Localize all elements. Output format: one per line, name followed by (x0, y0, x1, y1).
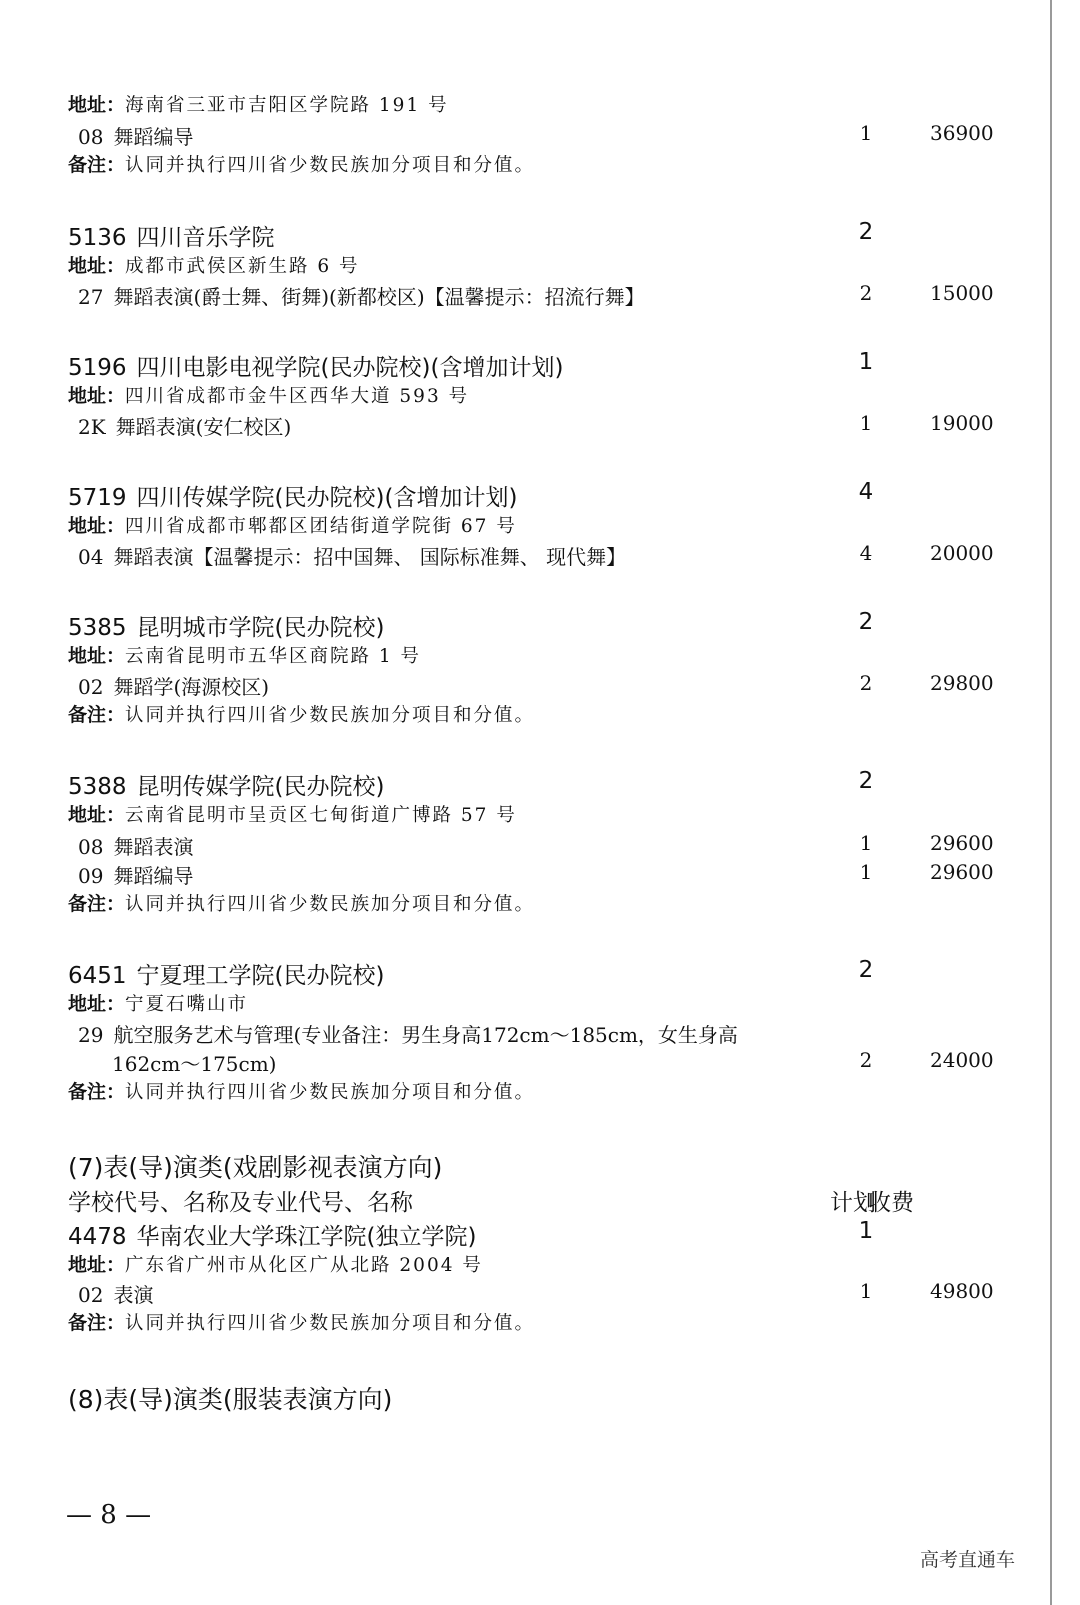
major-name: 舞蹈表演(安仁校区) (115, 415, 292, 439)
address-label: 地址： (68, 385, 126, 407)
note-text: 认同并执行四川省少数民族加分项目和分值。 (125, 1313, 536, 1334)
major-code: 2K (78, 415, 106, 439)
address-label: 地址： (68, 804, 126, 826)
note-label: 备注： (68, 1081, 126, 1103)
school-plan: 2 (858, 768, 874, 794)
address-label: 地址： (68, 645, 126, 667)
major-row (68, 541, 994, 573)
address-text: 四川省成都市郫都区团结街道学院街 67 号 (125, 516, 517, 537)
major-plan: 2 (859, 281, 873, 305)
school-plan: 2 (858, 219, 874, 245)
page-number: — 8 — (66, 1500, 152, 1530)
major-name: 舞蹈学(海源校区) (113, 675, 270, 699)
note-text: 认同并执行四川省少数民族加分项目和分值。 (125, 155, 536, 176)
note-line (68, 150, 968, 182)
school-code: 5719 (68, 485, 127, 511)
major-fee: 29800 (930, 671, 994, 695)
school-name: 华南农业大学珠江学院(独立学院) (136, 1224, 477, 1250)
major-name: 航空服务艺术与管理(专业备注：男生身高172cm～185cm，女生身高 (113, 1023, 738, 1047)
school-heading (68, 1218, 968, 1250)
address-text: 云南省昆明市呈贡区七甸街道广博路 57 号 (125, 805, 517, 826)
school-name: 四川传媒学院(民办院校)(含增加计划) (136, 485, 518, 511)
major-code: 09 (78, 864, 104, 888)
major-fee: 36900 (930, 121, 994, 145)
major-fee: 29600 (930, 860, 994, 884)
section-title: (7)表(导)演类(戏剧影视表演方向) (68, 1153, 443, 1182)
school-code: 5196 (68, 355, 127, 381)
school-name: 昆明城市学院(民办院校) (136, 615, 385, 641)
address-line (68, 800, 968, 832)
school-code: 5136 (68, 225, 127, 251)
school-name: 四川音乐学院 (136, 225, 275, 251)
major-plan: 1 (859, 1279, 873, 1303)
watermark: 高考直通车 (920, 1549, 1016, 1571)
major-row (68, 860, 994, 892)
address-label: 地址： (68, 1254, 126, 1276)
note-label: 备注： (68, 1312, 126, 1334)
major-name: 舞蹈编导 (113, 125, 194, 149)
note-line (68, 889, 968, 921)
school-heading (68, 609, 968, 641)
column-header-plan: 计划 (830, 1190, 876, 1216)
school-code: 5388 (68, 774, 127, 800)
major-row (68, 121, 994, 153)
school-heading (68, 479, 968, 511)
section-title: (8)表(导)演类(服装表演方向) (68, 1385, 393, 1414)
address-text: 海南省三亚市吉阳区学院路 191 号 (125, 95, 449, 116)
major-plan: 4 (859, 541, 873, 565)
school-heading (68, 957, 968, 989)
address-line (68, 381, 968, 413)
note-text: 认同并执行四川省少数民族加分项目和分值。 (125, 1082, 536, 1103)
address-label: 地址： (68, 94, 126, 116)
major-code: 02 (78, 675, 104, 699)
address-line (68, 251, 968, 283)
address-text: 宁夏石嘴山市 (125, 994, 249, 1015)
major-fee: 15000 (930, 281, 994, 305)
major-row-continued (68, 1048, 1012, 1080)
school-name: 四川电影电视学院(民办院校)(含增加计划) (136, 355, 564, 381)
column-header-row (68, 1184, 968, 1216)
major-name: 舞蹈表演(爵士舞、街舞)(新都校区)【温馨提示：招流行舞】 (113, 285, 645, 309)
school-code: 4478 (68, 1224, 127, 1250)
major-plan: 1 (859, 831, 873, 855)
major-name: 表演 (113, 1283, 154, 1307)
address-label: 地址： (68, 255, 126, 277)
major-row (68, 1019, 978, 1051)
address-line (68, 90, 968, 122)
major-plan: 1 (859, 121, 873, 145)
school-plan: 2 (858, 957, 874, 983)
major-plan: 2 (859, 671, 873, 695)
major-code: 27 (78, 285, 104, 309)
school-name: 昆明传媒学院(民办院校) (136, 774, 385, 800)
major-row (68, 411, 994, 443)
major-name: 舞蹈表演【温馨提示：招中国舞、 国际标准舞、 现代舞】 (113, 545, 627, 569)
major-fee: 24000 (930, 1048, 994, 1072)
address-line (68, 641, 968, 673)
note-label: 备注： (68, 893, 126, 915)
major-plan: 1 (859, 411, 873, 435)
major-code: 08 (78, 125, 104, 149)
address-line (68, 989, 968, 1021)
address-line (68, 1250, 968, 1282)
note-line (68, 1077, 968, 1109)
address-label: 地址： (68, 993, 126, 1015)
address-line (68, 511, 968, 543)
address-text: 广东省广州市从化区广从北路 2004 号 (125, 1255, 483, 1276)
note-label: 备注： (68, 704, 126, 726)
page-edge-line (1050, 0, 1052, 1605)
school-name: 宁夏理工学院(民办院校) (136, 963, 385, 989)
note-text: 认同并执行四川省少数民族加分项目和分值。 (125, 894, 536, 915)
major-fee: 29600 (930, 831, 994, 855)
major-code: 29 (78, 1023, 104, 1047)
address-label: 地址： (68, 515, 126, 537)
major-code: 02 (78, 1283, 104, 1307)
major-code: 04 (78, 545, 104, 569)
school-heading (68, 768, 968, 800)
major-fee: 20000 (930, 541, 994, 565)
school-plan: 1 (858, 1218, 874, 1244)
note-line (68, 1308, 968, 1340)
school-plan: 4 (858, 479, 874, 505)
major-name: 舞蹈表演 (113, 835, 194, 859)
major-fee: 19000 (930, 411, 994, 435)
major-name: 舞蹈编导 (113, 864, 194, 888)
column-header-fee: 收费 (868, 1190, 914, 1216)
major-row (68, 671, 994, 703)
address-text: 四川省成都市金牛区西华大道 593 号 (125, 386, 470, 407)
major-row (68, 281, 994, 313)
major-plan: 1 (859, 860, 873, 884)
major-plan: 2 (859, 1048, 873, 1072)
note-line (68, 700, 968, 732)
school-code: 6451 (68, 963, 127, 989)
address-text: 云南省昆明市五华区商院路 1 号 (125, 646, 422, 667)
major-code: 08 (78, 835, 104, 859)
school-heading (68, 349, 968, 381)
column-header-name: 学校代号、名称及专业代号、名称 (68, 1190, 413, 1216)
note-text: 认同并执行四川省少数民族加分项目和分值。 (125, 705, 536, 726)
major-row (68, 1279, 994, 1311)
school-plan: 2 (858, 609, 874, 635)
major-fee: 49800 (930, 1279, 994, 1303)
major-name-continued: 162cm～175cm) (112, 1052, 277, 1076)
note-label: 备注： (68, 154, 126, 176)
school-heading (68, 219, 968, 251)
address-text: 成都市武侯区新生路 6 号 (125, 256, 360, 277)
major-row (68, 831, 994, 863)
school-code: 5385 (68, 615, 127, 641)
school-plan: 1 (858, 349, 874, 375)
